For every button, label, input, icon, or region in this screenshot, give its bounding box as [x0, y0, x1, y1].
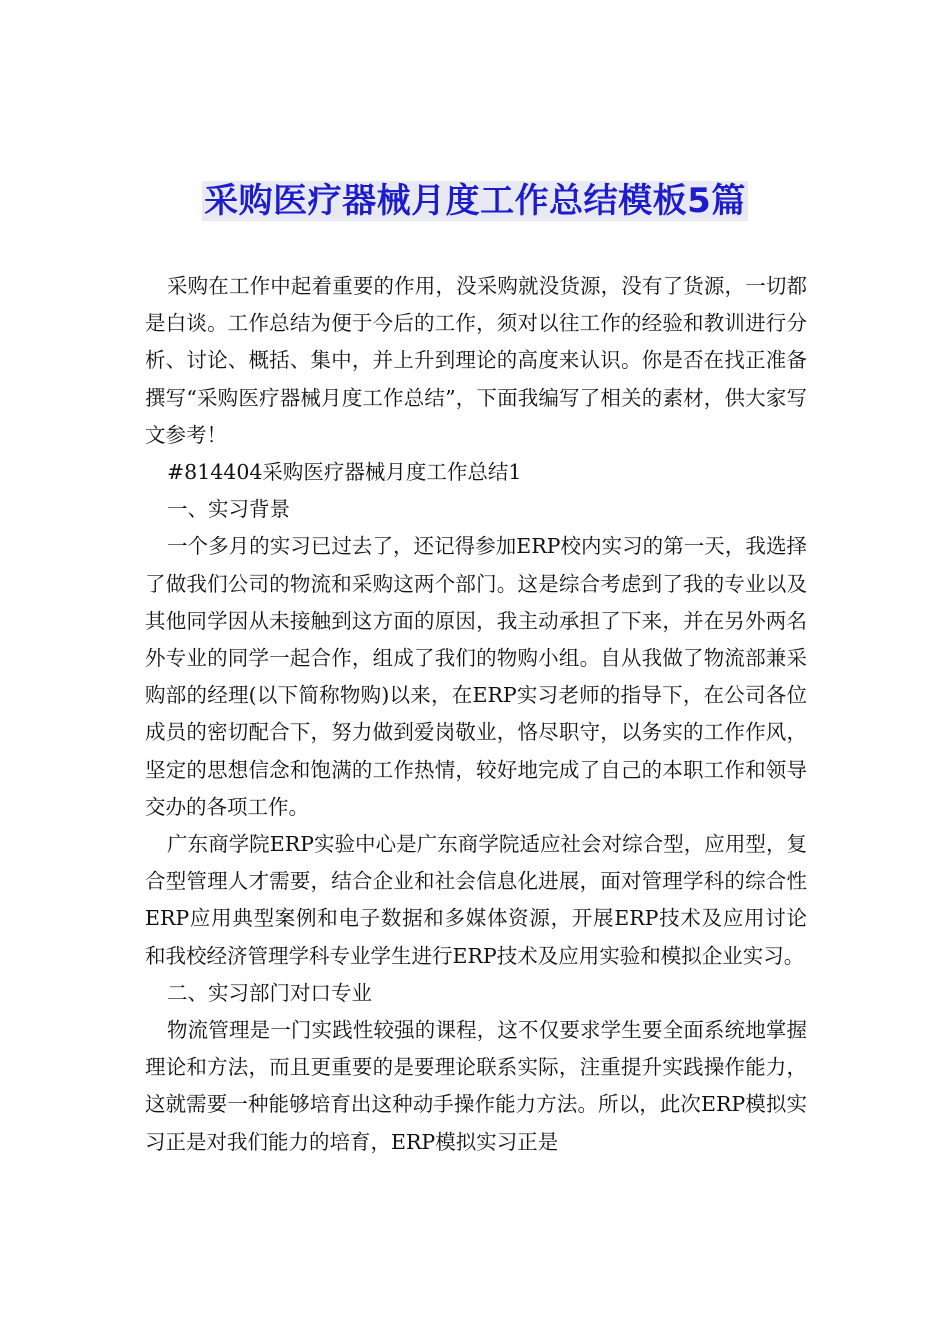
- document-body: [145, 268, 807, 1161]
- body-paragraph: 广东商学院ERP实验中心是广东商学院适应社会对综合型，应用型，复合型管理人才需要，结合企业和社会信息化进展，面对管理学科的综合性ERP应用典型案例和电子数据和多媒体资源，开展ERP技术及应用讨论和我校经济管理学科专业学生进行ERP技术及应用实验和模拟企业实习。: [145, 832, 807, 968]
- body-paragraph: 物流管理是一门实践性较强的课程，这不仅要求学生要全面系统地掌握理论和方法，而且更重要的是要理论联系实际，注重提升实践操作能力，这就需要一种能够培育出这种动手操作能力方法。所以，此次ERP模拟实习正是对我们能力的培育，ERP模拟实习正是: [145, 1018, 807, 1154]
- section-heading-department: 二、实习部门对口专业: [167, 980, 372, 1005]
- body-paragraph: 一个多月的实习已过去了，还记得参加ERP校内实习的第一天，我选择了做我们公司的物流和采购这两个部门。这是综合考虑到了我的专业以及其他同学因从未接触到这方面的原因，我主动承担了下来，并在另外两名外专业的同学一起合作，组成了我们的物购小组。自从我做了物流部兼采购部的经理(以下简称物购)以来，在ERP实习老师的指导下，在公司各位成员的密切配合下，努力做到爱岗敬业，恪尽职守，以务实的工作作风，坚定的思想信念和饱满的工作热情，较好地完成了自己的本职工作和领导交办的各项工作。: [145, 534, 807, 819]
- document-title: [0, 176, 950, 226]
- document-title-text: 采购医疗器械月度工作总结模板5篇: [204, 181, 746, 221]
- section-heading-background: 一、实习背景: [167, 497, 290, 522]
- intro-paragraph: 采购在工作中起着重要的作用，没采购就没货源，没有了货源，一切都是白谈。工作总结为便于今后的工作，须对以往工作的经验和教训进行分析、讨论、概括、集中，并上升到理论的高度来认识。你是否在找正准备撰写“采购医疗器械月度工作总结”，下面我编写了相关的素材，供大家写文参考！: [145, 274, 807, 447]
- section-heading-summary-1: #814404采购医疗器械月度工作总结1: [167, 460, 522, 485]
